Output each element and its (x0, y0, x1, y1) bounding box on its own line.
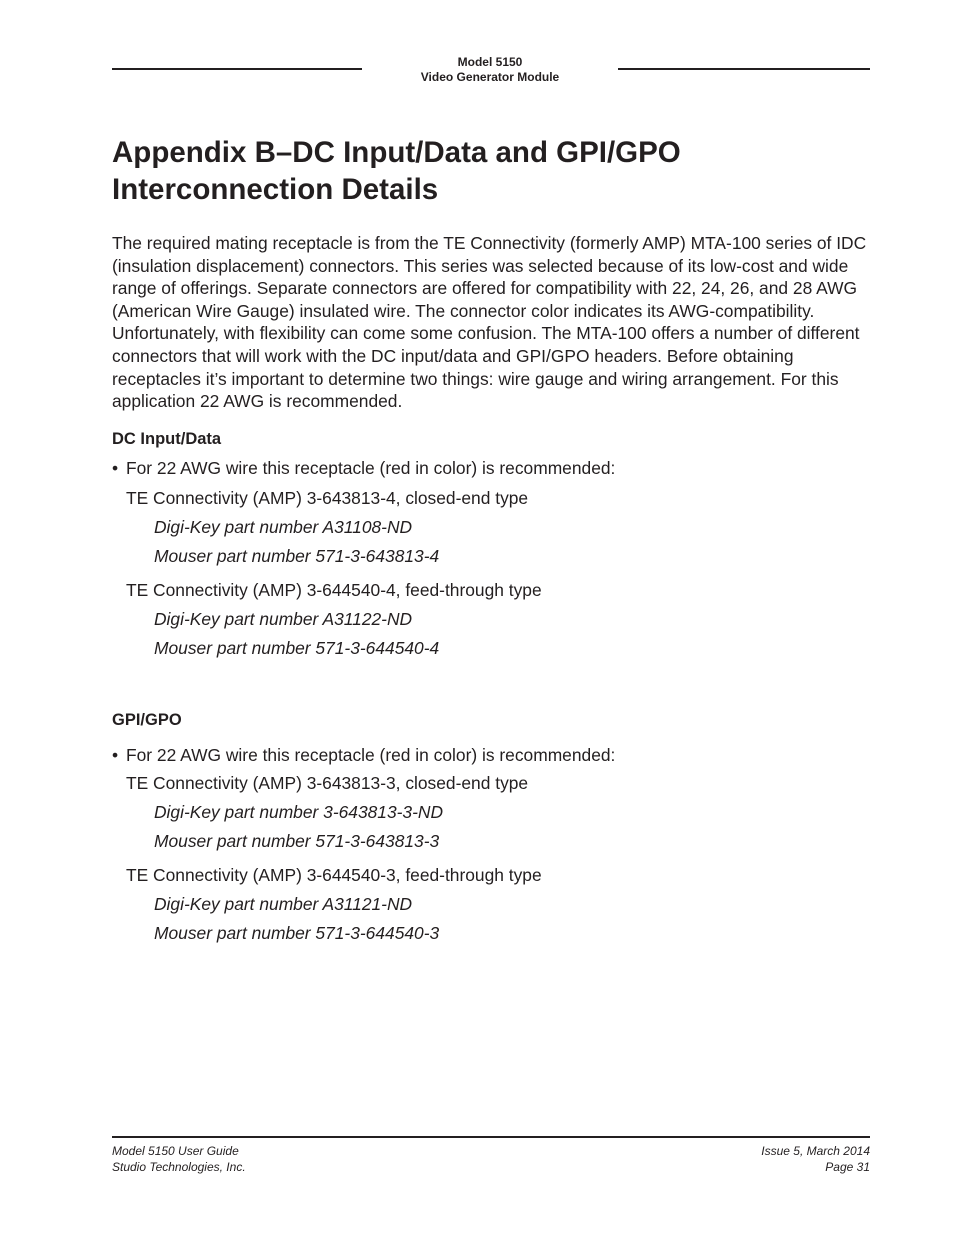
bullet-icon: • (112, 458, 119, 478)
gpi-part-2: TE Connectivity (AMP) 3-644540-3, feed-through type (126, 865, 542, 885)
dc-bullet-text: For 22 AWG wire this receptacle (red in color) is recommended: (126, 458, 616, 478)
header-rule-left (112, 68, 362, 70)
footer-rule (112, 1136, 870, 1138)
gpi-part-1-digikey: Digi-Key part number 3-643813-3-ND (154, 802, 444, 822)
title-line-1: Appendix B–DC Input/Data and GPI/GPO (112, 136, 681, 169)
gpi-gpo-heading: GPI/GPO (112, 711, 182, 729)
footer-company: Studio Technologies, Inc. (112, 1159, 246, 1174)
footer-page-number: Page 31 (825, 1159, 870, 1174)
dc-part-1: TE Connectivity (AMP) 3-643813-4, closed-end type (126, 488, 529, 508)
title-line-2: Interconnection Details (112, 173, 439, 206)
footer-issue: Issue 5, March 2014 (761, 1144, 870, 1158)
running-header (362, 55, 618, 85)
dc-part-1-digikey: Digi-Key part number A31108-ND (154, 517, 413, 537)
dc-part-2: TE Connectivity (AMP) 3-644540-4, feed-through type (126, 580, 542, 600)
bullet-icon: • (112, 745, 119, 765)
header-product: Video Generator Module (420, 70, 560, 84)
dc-part-2-mouser: Mouser part number 571-3-644540-4 (154, 638, 440, 658)
dc-bullet-item (112, 457, 615, 479)
dc-input-heading: DC Input/Data (112, 430, 222, 448)
footer-left (112, 1144, 246, 1175)
gpi-part-1: TE Connectivity (AMP) 3-643813-3, closed-end type (126, 773, 529, 793)
dc-part-1-mouser: Mouser part number 571-3-643813-4 (154, 546, 440, 566)
footer-guide-name: Model 5150 User Guide (112, 1144, 239, 1158)
gpi-part-2-digikey: Digi-Key part number A31121-ND (154, 894, 413, 914)
page-title (112, 134, 892, 208)
dc-part-2-digikey: Digi-Key part number A31122-ND (154, 609, 413, 629)
footer-right (761, 1144, 870, 1175)
header-model: Model 5150 (457, 55, 523, 69)
header-rule-right (618, 68, 870, 70)
gpi-bullet-text: For 22 AWG wire this receptacle (red in color) is recommended: (126, 745, 616, 765)
gpi-part-2-mouser: Mouser part number 571-3-644540-3 (154, 923, 440, 943)
gpi-bullet-item (112, 744, 615, 766)
gpi-part-1-mouser: Mouser part number 571-3-643813-3 (154, 831, 440, 851)
intro-paragraph: The required mating receptacle is from the TE Connectivity (formerly AMP) MTA-100 series of IDC (insulation displacement) connectors. This series was selected because of its low-cost and wide range of offerings. Separate connectors are offered for compatibility with 22, 24, 26, and 28 AWG (American Wire Gauge) insulated wire. The connector color indicates its AWG-compatibility. Unfortunately, with flexibility can come some confusion. The MTA-100 offers a number of different connectors that will work with the DC input/data and GPI/GPO headers. Before obtaining receptacles it’s important to determine two things: wire gauge and wiring arrangement. For this application 22 AWG is recommended. (112, 233, 867, 412)
